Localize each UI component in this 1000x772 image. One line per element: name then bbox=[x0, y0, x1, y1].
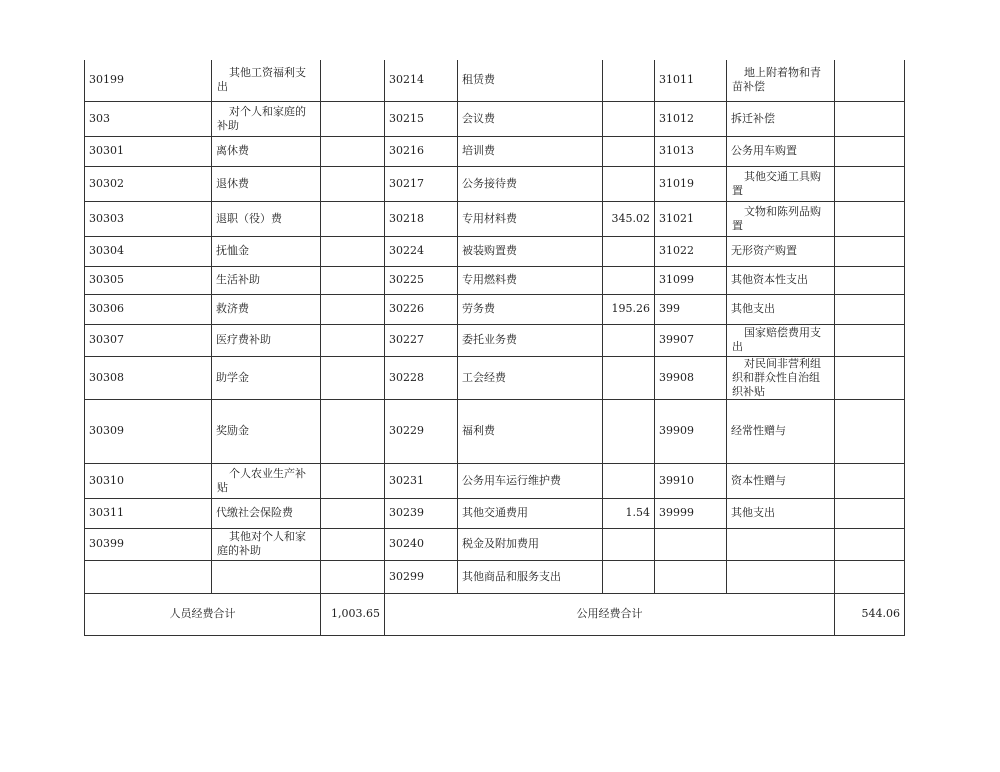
cell-name-1: 其他对个人和家庭的补助 bbox=[212, 528, 321, 560]
cell-name-2: 工会经费 bbox=[458, 356, 603, 399]
cell-name-2: 其他商品和服务支出 bbox=[458, 560, 603, 593]
cell-code-3 bbox=[655, 528, 727, 560]
cell-amount-1 bbox=[321, 166, 385, 201]
cell-name-1: 其他工资福利支出 bbox=[212, 60, 321, 101]
cell-code-1: 30311 bbox=[85, 498, 212, 528]
cell-amount-2: 1.54 bbox=[603, 498, 655, 528]
cell-code-3: 39907 bbox=[655, 324, 727, 356]
table-row bbox=[85, 101, 905, 136]
cell-amount-3 bbox=[835, 201, 905, 236]
table-row bbox=[85, 60, 905, 101]
cell-name-3: 国家赔偿费用支出 bbox=[727, 324, 835, 356]
table-row bbox=[85, 266, 905, 294]
cell-code-2: 30229 bbox=[385, 399, 458, 463]
public-total-label: 公用经费合计 bbox=[385, 593, 835, 635]
table-row bbox=[85, 324, 905, 356]
table-row bbox=[85, 560, 905, 593]
cell-name-3: 公务用车购置 bbox=[727, 136, 835, 166]
cell-code-1 bbox=[85, 560, 212, 593]
cell-amount-3 bbox=[835, 294, 905, 324]
cell-code-2: 30216 bbox=[385, 136, 458, 166]
cell-name-2: 专用材料费 bbox=[458, 201, 603, 236]
cell-code-3: 31099 bbox=[655, 266, 727, 294]
cell-amount-3 bbox=[835, 324, 905, 356]
cell-amount-2 bbox=[603, 356, 655, 399]
cell-code-1: 30307 bbox=[85, 324, 212, 356]
cell-amount-3 bbox=[835, 356, 905, 399]
cell-code-1: 30305 bbox=[85, 266, 212, 294]
cell-name-1 bbox=[212, 560, 321, 593]
cell-name-1: 救济费 bbox=[212, 294, 321, 324]
cell-code-3: 39910 bbox=[655, 463, 727, 498]
cell-code-3: 39908 bbox=[655, 356, 727, 399]
table-row bbox=[85, 399, 905, 463]
cell-amount-2 bbox=[603, 136, 655, 166]
cell-amount-3 bbox=[835, 266, 905, 294]
cell-amount-2 bbox=[603, 60, 655, 101]
cell-code-2: 30299 bbox=[385, 560, 458, 593]
totals-row bbox=[85, 593, 905, 635]
public-total-value: 544.06 bbox=[835, 593, 905, 635]
cell-amount-2 bbox=[603, 463, 655, 498]
cell-code-3: 31011 bbox=[655, 60, 727, 101]
cell-code-1: 30309 bbox=[85, 399, 212, 463]
cell-name-3: 地上附着物和青苗补偿 bbox=[727, 60, 835, 101]
cell-name-1: 奖励金 bbox=[212, 399, 321, 463]
cell-name-1: 退职（役）费 bbox=[212, 201, 321, 236]
cell-amount-1 bbox=[321, 101, 385, 136]
cell-code-1: 30308 bbox=[85, 356, 212, 399]
cell-name-3: 资本性赠与 bbox=[727, 463, 835, 498]
table-row bbox=[85, 136, 905, 166]
cell-code-1: 30306 bbox=[85, 294, 212, 324]
cell-name-3: 其他资本性支出 bbox=[727, 266, 835, 294]
cell-amount-1 bbox=[321, 399, 385, 463]
cell-code-1: 30310 bbox=[85, 463, 212, 498]
cell-name-1: 助学金 bbox=[212, 356, 321, 399]
cell-code-1: 303 bbox=[85, 101, 212, 136]
cell-name-1: 对个人和家庭的补助 bbox=[212, 101, 321, 136]
cell-code-2: 30214 bbox=[385, 60, 458, 101]
cell-name-2: 会议费 bbox=[458, 101, 603, 136]
table-row bbox=[85, 528, 905, 560]
cell-code-3: 39909 bbox=[655, 399, 727, 463]
table-row bbox=[85, 498, 905, 528]
cell-code-1: 30199 bbox=[85, 60, 212, 101]
cell-name-1: 生活补助 bbox=[212, 266, 321, 294]
cell-amount-2: 345.02 bbox=[603, 201, 655, 236]
cell-code-3: 31022 bbox=[655, 236, 727, 266]
cell-amount-1 bbox=[321, 266, 385, 294]
cell-code-1: 30304 bbox=[85, 236, 212, 266]
cell-amount-1 bbox=[321, 60, 385, 101]
cell-code-3: 39999 bbox=[655, 498, 727, 528]
table-row bbox=[85, 463, 905, 498]
table-row bbox=[85, 201, 905, 236]
table-row bbox=[85, 294, 905, 324]
cell-name-3: 经常性赠与 bbox=[727, 399, 835, 463]
cell-amount-3 bbox=[835, 101, 905, 136]
cell-name-2: 公务接待费 bbox=[458, 166, 603, 201]
cell-amount-2 bbox=[603, 560, 655, 593]
personnel-total-label: 人员经费合计 bbox=[85, 593, 321, 635]
cell-amount-1 bbox=[321, 201, 385, 236]
cell-name-2: 公务用车运行维护费 bbox=[458, 463, 603, 498]
cell-name-2: 培训费 bbox=[458, 136, 603, 166]
cell-code-1: 30302 bbox=[85, 166, 212, 201]
cell-amount-3 bbox=[835, 136, 905, 166]
cell-name-1: 医疗费补助 bbox=[212, 324, 321, 356]
cell-code-3: 31012 bbox=[655, 101, 727, 136]
cell-amount-1 bbox=[321, 560, 385, 593]
cell-name-1: 代缴社会保险费 bbox=[212, 498, 321, 528]
cell-code-3: 31021 bbox=[655, 201, 727, 236]
cell-name-1: 离休费 bbox=[212, 136, 321, 166]
cell-name-1: 抚恤金 bbox=[212, 236, 321, 266]
cell-code-1: 30301 bbox=[85, 136, 212, 166]
cell-name-3: 拆迁补偿 bbox=[727, 101, 835, 136]
cell-code-2: 30240 bbox=[385, 528, 458, 560]
cell-amount-1 bbox=[321, 356, 385, 399]
cell-amount-1 bbox=[321, 236, 385, 266]
cell-code-3: 31013 bbox=[655, 136, 727, 166]
cell-name-1: 退休费 bbox=[212, 166, 321, 201]
cell-name-2: 福利费 bbox=[458, 399, 603, 463]
cell-code-2: 30225 bbox=[385, 266, 458, 294]
cell-amount-2: 195.26 bbox=[603, 294, 655, 324]
cell-name-2: 被装购置费 bbox=[458, 236, 603, 266]
cell-name-2: 租赁费 bbox=[458, 60, 603, 101]
cell-code-3 bbox=[655, 560, 727, 593]
cell-name-3: 无形资产购置 bbox=[727, 236, 835, 266]
cell-name-3: 其他支出 bbox=[727, 294, 835, 324]
table-row bbox=[85, 356, 905, 399]
expense-table bbox=[84, 60, 905, 636]
cell-amount-3 bbox=[835, 498, 905, 528]
cell-amount-2 bbox=[603, 236, 655, 266]
cell-code-2: 30231 bbox=[385, 463, 458, 498]
cell-amount-1 bbox=[321, 294, 385, 324]
cell-code-2: 30227 bbox=[385, 324, 458, 356]
cell-amount-3 bbox=[835, 560, 905, 593]
cell-amount-1 bbox=[321, 324, 385, 356]
cell-code-2: 30228 bbox=[385, 356, 458, 399]
table-row bbox=[85, 166, 905, 201]
cell-amount-2 bbox=[603, 266, 655, 294]
cell-name-3: 其他支出 bbox=[727, 498, 835, 528]
cell-code-1: 30399 bbox=[85, 528, 212, 560]
cell-code-2: 30224 bbox=[385, 236, 458, 266]
cell-amount-1 bbox=[321, 136, 385, 166]
cell-amount-3 bbox=[835, 528, 905, 560]
cell-name-2: 劳务费 bbox=[458, 294, 603, 324]
cell-amount-3 bbox=[835, 60, 905, 101]
cell-name-3: 对民间非营利组织和群众性自治组织补贴 bbox=[727, 356, 835, 399]
cell-amount-2 bbox=[603, 324, 655, 356]
cell-name-1: 个人农业生产补贴 bbox=[212, 463, 321, 498]
cell-name-2: 委托业务费 bbox=[458, 324, 603, 356]
cell-code-3: 31019 bbox=[655, 166, 727, 201]
cell-amount-2 bbox=[603, 166, 655, 201]
cell-name-2: 其他交通费用 bbox=[458, 498, 603, 528]
cell-name-3: 其他交通工具购置 bbox=[727, 166, 835, 201]
cell-name-3 bbox=[727, 560, 835, 593]
cell-name-2: 税金及附加费用 bbox=[458, 528, 603, 560]
cell-code-2: 30226 bbox=[385, 294, 458, 324]
cell-code-2: 30218 bbox=[385, 201, 458, 236]
cell-amount-1 bbox=[321, 498, 385, 528]
cell-amount-2 bbox=[603, 399, 655, 463]
cell-amount-1 bbox=[321, 528, 385, 560]
cell-amount-2 bbox=[603, 101, 655, 136]
personnel-total-value: 1,003.65 bbox=[321, 593, 385, 635]
cell-name-2: 专用燃料费 bbox=[458, 266, 603, 294]
table-row bbox=[85, 236, 905, 266]
cell-amount-1 bbox=[321, 463, 385, 498]
cell-code-1: 30303 bbox=[85, 201, 212, 236]
cell-amount-2 bbox=[603, 528, 655, 560]
cell-amount-3 bbox=[835, 236, 905, 266]
cell-amount-3 bbox=[835, 399, 905, 463]
cell-code-2: 30217 bbox=[385, 166, 458, 201]
cell-amount-3 bbox=[835, 166, 905, 201]
cell-name-3: 文物和陈列品购置 bbox=[727, 201, 835, 236]
cell-code-2: 30239 bbox=[385, 498, 458, 528]
cell-code-2: 30215 bbox=[385, 101, 458, 136]
cell-amount-3 bbox=[835, 463, 905, 498]
cell-code-3: 399 bbox=[655, 294, 727, 324]
cell-name-3 bbox=[727, 528, 835, 560]
